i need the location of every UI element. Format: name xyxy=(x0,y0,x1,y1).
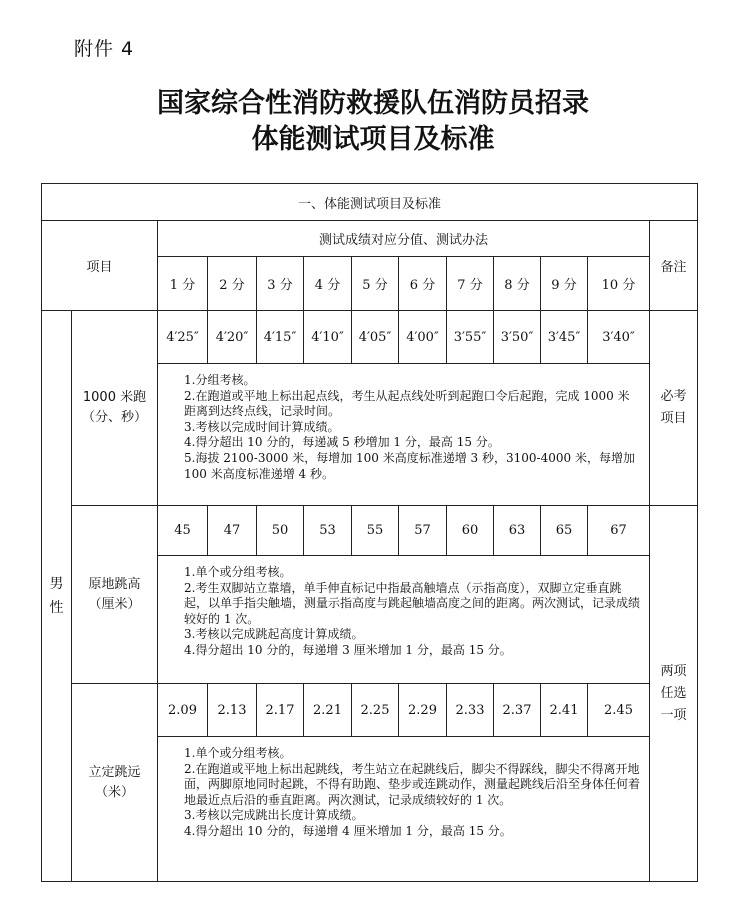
item-header: 项目 xyxy=(42,221,158,311)
value-cell: 4′15″ xyxy=(257,311,304,364)
score-2: 2 分 xyxy=(208,257,257,311)
score-6: 6 分 xyxy=(399,257,447,311)
score-1: 1 分 xyxy=(158,257,208,311)
remark-line: 一项 xyxy=(660,707,687,723)
value-cell: 2.17 xyxy=(257,684,304,737)
value-cell: 3′40″ xyxy=(588,311,650,364)
item-1000m-run xyxy=(72,311,158,506)
value-cell: 2.25 xyxy=(352,684,399,737)
value-cell: 2.37 xyxy=(494,684,541,737)
method-line: 4.得分超出 10 分的，每递增 4 厘米增加 1 分，最高 15 分。 xyxy=(184,823,512,838)
value-cell: 2.13 xyxy=(208,684,257,737)
remark-choose-one xyxy=(650,506,698,882)
value-cell: 47 xyxy=(208,506,257,556)
method-line: 5.海拔 2100-3000 米，每增加 100 米高度标准递增 3 秒，3100-4000 米，每增加 100 米高度标准递增 4 秒。 xyxy=(184,450,635,481)
method-standing-high-jump xyxy=(158,556,650,684)
method-line: 2.考生双脚站立靠墙，单手伸直标记中指最高触墙点（示指高度），双脚立定垂直跳起，以单手指尖触墙，测量示指高度与跳起触墙高度之间的距离。两次测试，记录成绩较好的 1 次。 xyxy=(184,580,641,626)
method-line: 4.得分超出 10 分的，每递减 5 秒增加 1 分，最高 15 分。 xyxy=(184,435,500,450)
value-cell: 57 xyxy=(399,506,447,556)
remark-line: 必考 xyxy=(660,389,687,404)
value-cell: 67 xyxy=(588,506,650,556)
score-10: 10 分 xyxy=(588,257,650,311)
value-cell: 3′55″ xyxy=(447,311,494,364)
fitness-standards-table xyxy=(41,183,698,882)
item-name: 1000 米跑 xyxy=(82,390,147,405)
method-line: 1.单个或分组考核。 xyxy=(184,565,292,579)
method-1000m-run xyxy=(158,364,650,506)
value-cell: 63 xyxy=(494,506,541,556)
value-cell: 3′45″ xyxy=(541,311,588,364)
value-cell: 2.21 xyxy=(304,684,352,737)
method-line: 3.考核以完成跳起高度计算成绩。 xyxy=(184,627,364,642)
attachment-label: 附件 4 xyxy=(74,38,135,60)
item-name: 立定跳远 xyxy=(88,764,141,780)
title-line-1: 国家综合性消防救援队伍消防员招录 xyxy=(157,88,589,119)
score-9: 9 分 xyxy=(541,257,588,311)
value-cell: 2.33 xyxy=(447,684,494,737)
value-cell: 45 xyxy=(158,506,208,556)
value-cell: 4′25″ xyxy=(158,311,208,364)
item-unit: （分、秒） xyxy=(81,410,147,425)
value-cell: 50 xyxy=(257,506,304,556)
value-cell: 4′10″ xyxy=(304,311,352,364)
value-cell: 53 xyxy=(304,506,352,556)
value-cell: 2.29 xyxy=(399,684,447,737)
gender-char-1: 男 xyxy=(49,576,64,592)
item-unit: （厘米） xyxy=(88,596,141,612)
value-cell: 4′20″ xyxy=(208,311,257,364)
method-line: 2.在跑道或平地上标出起点线，考生从起点线处听到起跑口令后起跑，完成 1000 米距离到达终点线，记录时间。 xyxy=(184,388,630,419)
method-line: 1.单个或分组考核。 xyxy=(184,746,292,760)
method-line: 3.考核以完成跳出长度计算成绩。 xyxy=(184,808,364,823)
value-cell: 65 xyxy=(541,506,588,556)
item-standing-high-jump xyxy=(72,506,158,684)
value-cell: 2.09 xyxy=(158,684,208,737)
score-5: 5 分 xyxy=(352,257,399,311)
score-3: 3 分 xyxy=(257,257,304,311)
method-line: 1.分组考核。 xyxy=(184,373,256,387)
value-cell: 55 xyxy=(352,506,399,556)
item-standing-long-jump xyxy=(72,684,158,882)
remark-line: 项目 xyxy=(660,411,687,426)
method-line: 2.在跑道或平地上标出起跳线，考生站立在起跳线后，脚尖不得踩线，脚尖不得离开地面，两脚原地同时起跳，不得有助跑、垫步或连跳动作，测量起跳线后沿至身体任何着地最近点后沿的垂直距离。两次测试，记录成绩较好的 1 次。 xyxy=(184,761,641,807)
value-cell: 2.41 xyxy=(541,684,588,737)
remark-header: 备注 xyxy=(650,221,698,311)
remark-line: 任选 xyxy=(660,685,687,701)
item-unit: （米） xyxy=(94,784,134,800)
title-line-2: 体能测试项目及标准 xyxy=(251,124,495,155)
value-cell: 3′50″ xyxy=(494,311,541,364)
gender-male xyxy=(42,311,72,882)
value-cell: 2.45 xyxy=(588,684,650,737)
value-cell: 4′05″ xyxy=(352,311,399,364)
score-8: 8 分 xyxy=(494,257,541,311)
score-7: 7 分 xyxy=(447,257,494,311)
item-name: 原地跳高 xyxy=(88,576,141,592)
remark-required xyxy=(650,311,698,506)
score-4: 4 分 xyxy=(304,257,352,311)
value-cell: 4′00″ xyxy=(399,311,447,364)
method-line: 3.考核以完成时间计算成绩。 xyxy=(184,419,340,434)
score-header: 测试成绩对应分值、测试办法 xyxy=(158,221,650,257)
method-standing-long-jump xyxy=(158,737,650,882)
section-title: 一、体能测试项目及标准 xyxy=(42,184,698,221)
method-line: 4.得分超出 10 分的，每递增 3 厘米增加 1 分，最高 15 分。 xyxy=(184,642,512,657)
gender-char-2: 性 xyxy=(49,600,64,616)
value-cell: 60 xyxy=(447,506,494,556)
document-title xyxy=(0,86,746,158)
remark-line: 两项 xyxy=(660,663,687,679)
